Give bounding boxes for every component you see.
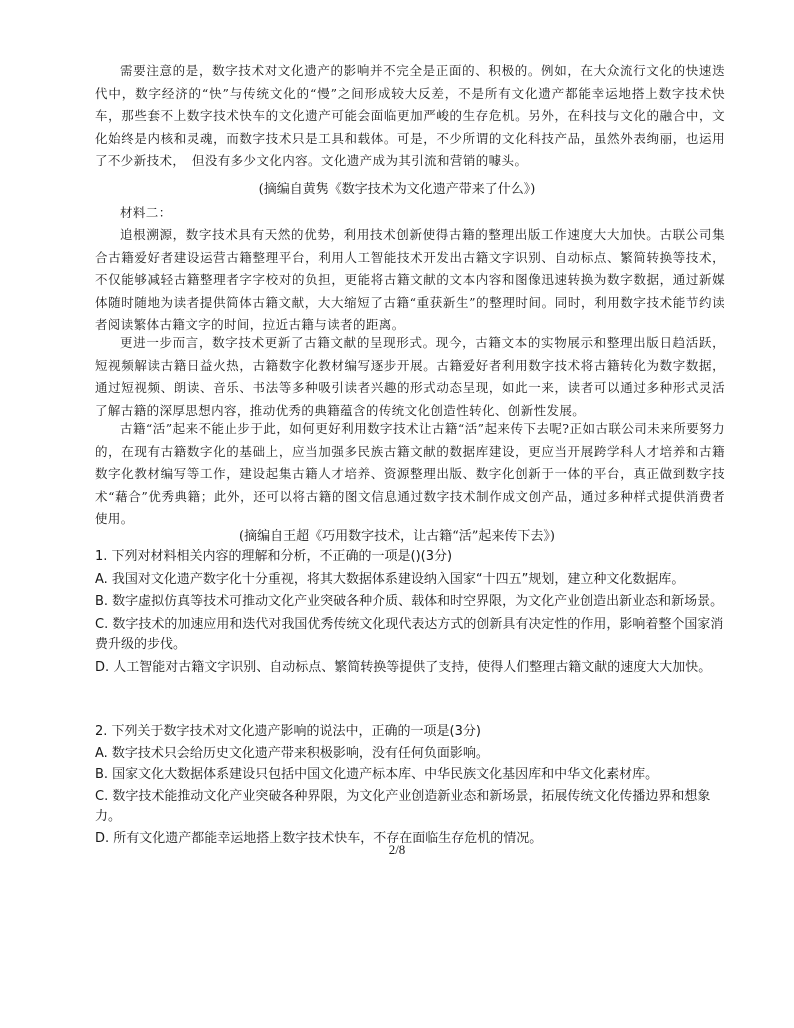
question-1-option-a: A. 我国对文化遗产数字化十分重视，将其大数据体系建设纳入国家“十四五”规划，建立种文化数据库。	[95, 571, 685, 587]
question-1-option-c: C. 数字技术的加速应用和迭代对我国优秀传统文化现代表达方式的创新具有决定性的作用，影响着整个国家消费升级的步伐。	[95, 616, 724, 652]
question-1-option-b: B. 数字虚拟仿真等技术可推动文化产业突破各种介质、载体和时空界限，为文化产业创造出新业态和新场景。	[95, 594, 724, 609]
source-citation-2: (摘编自王超《巧用数字技术，让古籍“活”起来传下去》)	[239, 529, 555, 544]
question-2-option-a: A. 数字技术只会给历史文化遗产带来积极影响，没有任何负面影响。	[95, 745, 489, 761]
page-number: 2/8	[388, 842, 406, 857]
question-2	[95, 722, 725, 849]
material2-title: 材料二：	[120, 205, 172, 220]
question-2-option-b: B. 国家文化大数据体系建设只包括中国文化遗产标本库、中华民族文化基因库和中华文化素材库。	[95, 767, 659, 782]
question-1	[95, 547, 725, 678]
material2-paragraph-2: 更进一步而言，数字技术更新了古籍文献的呈现形式。现今，古籍文本的实物展示和整理出版日趋活跃，短视频解读古籍日益火热，古籍数字化教材编写逐步开展。古籍爱好者利用数字技术将古籍转化为数字数据，通过短视频、朗读、音乐、书法等多种吸引读者兴趣的形式动态呈现，如此一来，读者可以通过多种形式灵活了解古籍的深厚思想内容，推动优秀的典籍蕴含的传统文化创造性转化、创新性发展。	[95, 335, 725, 418]
question-1-option-d: D. 人工智能对古籍文字识别、自动标点、繁简转换等提供了支持，使得人们整理古籍文献的速度大大加快。	[95, 659, 712, 675]
source-citation-1: (摘编自黄隽《数字技术为文化遗产带来了什么》)	[258, 182, 536, 197]
question-2-option-d: D. 所有文化遗产都能幸运地搭上数字技术快车，不存在面临生存危机的情况。	[95, 830, 543, 846]
material2-paragraph-1: 追根溯源，数字技术具有天然的优势，利用技术创新使得古籍的整理出版工作速度大大加快。古联公司集合古籍爱好者建设运营古籍整理平台，利用人工智能技术开发出古籍文字识别、自动标点、繁简转换等技术，不仅能够减轻古籍整理者字字校对的负担，更能将古籍文献的文本内容和图像迅速转换为数字数据，通过新媒体随时随地为读者提供简体古籍文献，大大缩短了古籍“重获新生”的整理时间。同时，利用数字技术能节约读者阅读繁体古籍文字的时间，拉近古籍与读者的距离。	[95, 227, 725, 333]
material2-paragraph-3: 古籍“活”起来不能止步于此，如何更好利用数字技术让古籍“活”起来传下去呢?正如古联公司未来所要努力的，在现有古籍数字化的基础上，应当加强多民族古籍文献的数据库建设，更应当开展跨学科人才培养和古籍数字化教材编写等工作，建设起集古籍人才培养、资源整理出版、数字化创新于一体的平台，真正做到数字技术“藉合”优秀典籍；此外，还可以将古籍的图文信息通过数字技术制作成文创产品，通过多种样式提供消费者使用。	[95, 421, 725, 527]
question-2-option-c: C. 数字技术能推动文化产业突破各种界限，为文化产业创造新业态和新场景，拓展传统文化传播边界和想象力。	[95, 788, 711, 824]
question-2-stem: 2. 下列关于数字技术对文化遗产影响的说法中，正确的一项是(3分)	[95, 724, 481, 739]
question-1-stem: 1. 下列对材料相关内容的理解和分析，不正确的一项是()(3分)	[95, 549, 453, 564]
material1-tail-paragraph: 需要注意的是，数字技术对文化遗产的影响并不完全是正面的、积极的。例如，在大众流行文化的快速迭代中，数字经济的“快”与传统文化的“慢”之间形成较大反差，不是所有文化遗产都能幸运地搭上数字技术快车，那些套不上数字技术快车的文化遗产可能会面临更加严峻的生存危机。另外，在科技与文化的融合中，文化始终是内核和灵魂，而数字技术只是工具和载体。可是，不少所谓的文化科技产品，虽然外表绚丽，也运用了不少新技术， 但没有多少文化内容。文化遗产成为其引流和营销的噱头。	[95, 63, 725, 169]
